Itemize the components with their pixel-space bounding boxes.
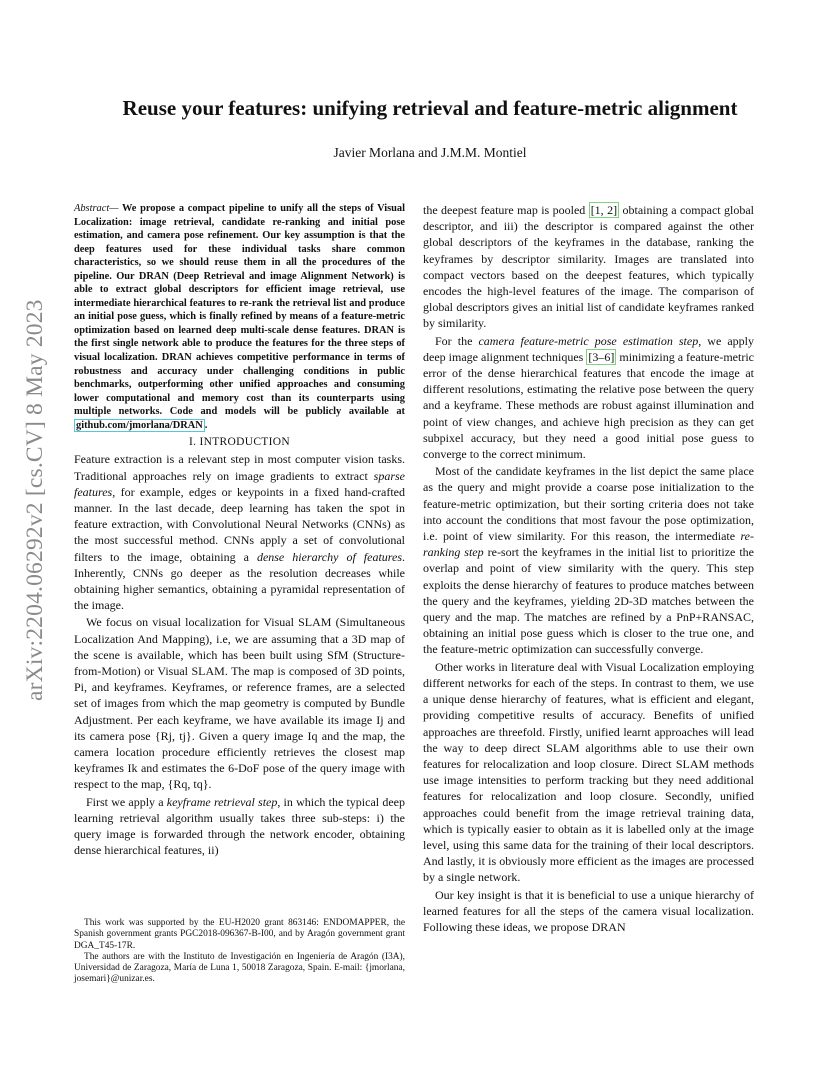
- intro-paragraph-2: We focus on visual localization for Visual SLAM (Simultaneous Localization And Mapping), i.e, we are assuming that a 3D map of the scene is available, which has been built using SfM (Structure-from-Motion) or Visual SLAM. The map is composed of 3D points, Pi, and keyframes. Keyframes, or reference frames, are a selected set of images from which the map geometry is computed by Bundle Adjustment. Per each keyframe, we have available its image Ij and its camera pose {Rj, tj}. Given a query image Iq and the map, the camera location procedure efficiently retrieves the closest map keyframes Ik and estimates the 6-DoF pose of the query image with respect to the map, {Rq, tq}.: [74, 615, 405, 792]
- text-run: Feature extraction is a relevant step in most computer vision tasks. Traditional approaches rely on image gradients to extract: [74, 452, 405, 483]
- emphasis: camera feature-metric pose estimation step: [478, 333, 699, 348]
- text-run: Most of the candidate keyframes in the list depict the same place as the query and might provide a coarse pose initialization to the feature-metric optimization, but their sorting criteria does not take into account the conditions that most favour the pose optimization, i.e. point of view similarity. For this reason, the intermediate: [423, 464, 754, 544]
- text-run: , in which the typical deep learning retrieval algorithm usually takes three sub-steps: i) the query image is forwarded through the network encoder, obtaining dense hierarchical features, ii): [74, 794, 405, 858]
- emphasis: dense hierarchy of features: [256, 549, 403, 564]
- text-run: , for example, edges or keypoints in a fixed hand-crafted manner. In the last decade, deep learning has taken the spot in feature extraction, with Convolutional Neural Networks (CNNs) as the most successful method. CNNs apply a set of convolutional filters to the image, obtaining a: [74, 484, 405, 564]
- right-paragraph-3: [423, 463, 754, 657]
- emphasis: keyframe retrieval step: [166, 794, 278, 809]
- paper-authors: Javier Morlana and J.M.M. Montiel: [333, 145, 527, 160]
- code-link[interactable]: github.com/jmorlana/DRAN: [76, 419, 203, 431]
- citation-link[interactable]: [3–6]: [588, 349, 615, 364]
- text-run: , we apply deep image alignment techniques: [423, 333, 754, 364]
- abstract-end: .: [204, 419, 208, 431]
- text-run: For the: [435, 333, 479, 348]
- paper-title: Reuse your features: unifying retrieval and feature-metric alignment: [122, 96, 738, 120]
- text-run: the deepest feature map is pooled: [423, 203, 589, 217]
- footnotes: [74, 918, 405, 986]
- left-column: [74, 202, 405, 858]
- abstract-text: We propose a compact pipeline to unify all the steps of Visual Localization: image retrieval, candidate re-ranking and initial pose estimation, and camera pose refinement. Our key assumption is that the deep features used for these individual tasks share common characteristics, so we should reuse them in all the procedures of the pipeline. Our DRAN (Deep Retrieval and image Alignment Network) is able to extract global descriptors for efficient image retrieval, use intermediate hierarchical features to re-rank the retrieval list and produce an initial pose guess, which is finally refined by means of a feature-metric optimization based on learned deep multi-scale dense features. DRAN is the first single network able to produce the features for the three steps of visual localization. DRAN achieves competitive performance in terms of robustness and accuracy under challenging conditions in public benchmarks, outperforming other unified approaches and consuming lower computational and memory cost than its counterparts using multiple networks. Code and models will be publicly available at: [74, 203, 405, 418]
- citation-link[interactable]: [1, 2]: [590, 203, 618, 217]
- right-paragraph-5: Our key insight is that it is beneficial to use a unique hierarchy of learned features for all the steps of the camera visual localization. Following these ideas, we propose DRAN: [423, 887, 754, 934]
- emphasis: re-ranking step: [423, 529, 754, 560]
- abstract-lead: Abstract—: [74, 203, 119, 214]
- footnote-affiliation: The authors are with the Instituto de Investigación en Ingeniería de Aragón (I3A), Universidad de Zaragoza, María de Luna 1, 50018 Zaragoza, Spain. E-mail: {jmorlana, josemari}@unizar.es.: [74, 951, 405, 985]
- intro-paragraph-3: [74, 794, 405, 859]
- text-run: minimizing a feature-metric error of the dense hierarchical features that encode the image at different resolutions, estimating the relative pose between the query and a keyframe. These methods are robust against illumination and point of view changes, and achieve high precision as they can get subpixel accuracy, but they need a good initial pose guess to converge to the correct minimum.: [423, 349, 754, 462]
- emphasis: sparse features: [74, 468, 405, 499]
- text-run: re-sort the keyframes in the initial list to prioritize the overlap and point of view similarity with the query. This step exploits the dense hierarchy of features to produce matches between the query and the keyframes, yielding 2D-3D matches between the query and the map. The matches are refined by a PnP+RANSAC, obtaining an initial pose guess which is closer to the true one, and the feature-metric optimization can successfully converge.: [423, 545, 754, 657]
- text-run: obtaining a compact global descriptor, and iii) the descriptor is compared against the other global descriptors of the keyframes in the database, ranking the keyframes by descriptor similarity. Images are translated into compact vectors based on the deepest features, which typically encodes the high-level features of the image. The comparison of global descriptors gives an initial list of candidate keyframes ranked by similarity.: [423, 203, 754, 331]
- right-paragraph-1: [423, 202, 754, 332]
- text-run: . Inherently, CNNs go deeper as the resolution decreases while obtaining higher semantics, obtaining a pyramidal representation of the image.: [74, 549, 406, 613]
- right-paragraph-2: [423, 333, 754, 463]
- footnote-funding: This work was supported by the EU-H2020 grant 863146: ENDOMAPPER, the Spanish government grants PGC2018-096367-B-I00, and by Aragón government grant DGA_T45-17R.: [74, 918, 405, 951]
- text-run: First we apply a: [86, 794, 167, 809]
- arxiv-identifier: arXiv:2204.06292v2 [cs.CV] 8 May 2023: [22, 299, 48, 701]
- right-paragraph-4: Other works in literature deal with Visual Localization employing different networks for each of the steps. In contrast to them, we use a unique dense hierarchy of features, what is efficient and elegant, providing competitive results of accuracy. Benefits of unified approaches are threefold. Firstly, unified learnt approaches will lead the way to deep direct SLAM algorithms able to use their own features for relocalization and loop closure. Direct SLAM methods use image intensities to perform tracking but they need additional features for relocalization and loop closure. Secondly, unified approaches could benefit from the image retrieval training data, which is typically easier to obtain as it is labelled only at the image level, using this same data for the training of their local descriptors. And lastly, it is obviously more efficient as the images are processed by a single network.: [423, 659, 754, 885]
- section-heading-introduction: I. INTRODUCTION: [189, 436, 290, 449]
- intro-paragraph-1: [74, 451, 405, 613]
- abstract: [74, 202, 405, 432]
- right-column: [423, 202, 754, 935]
